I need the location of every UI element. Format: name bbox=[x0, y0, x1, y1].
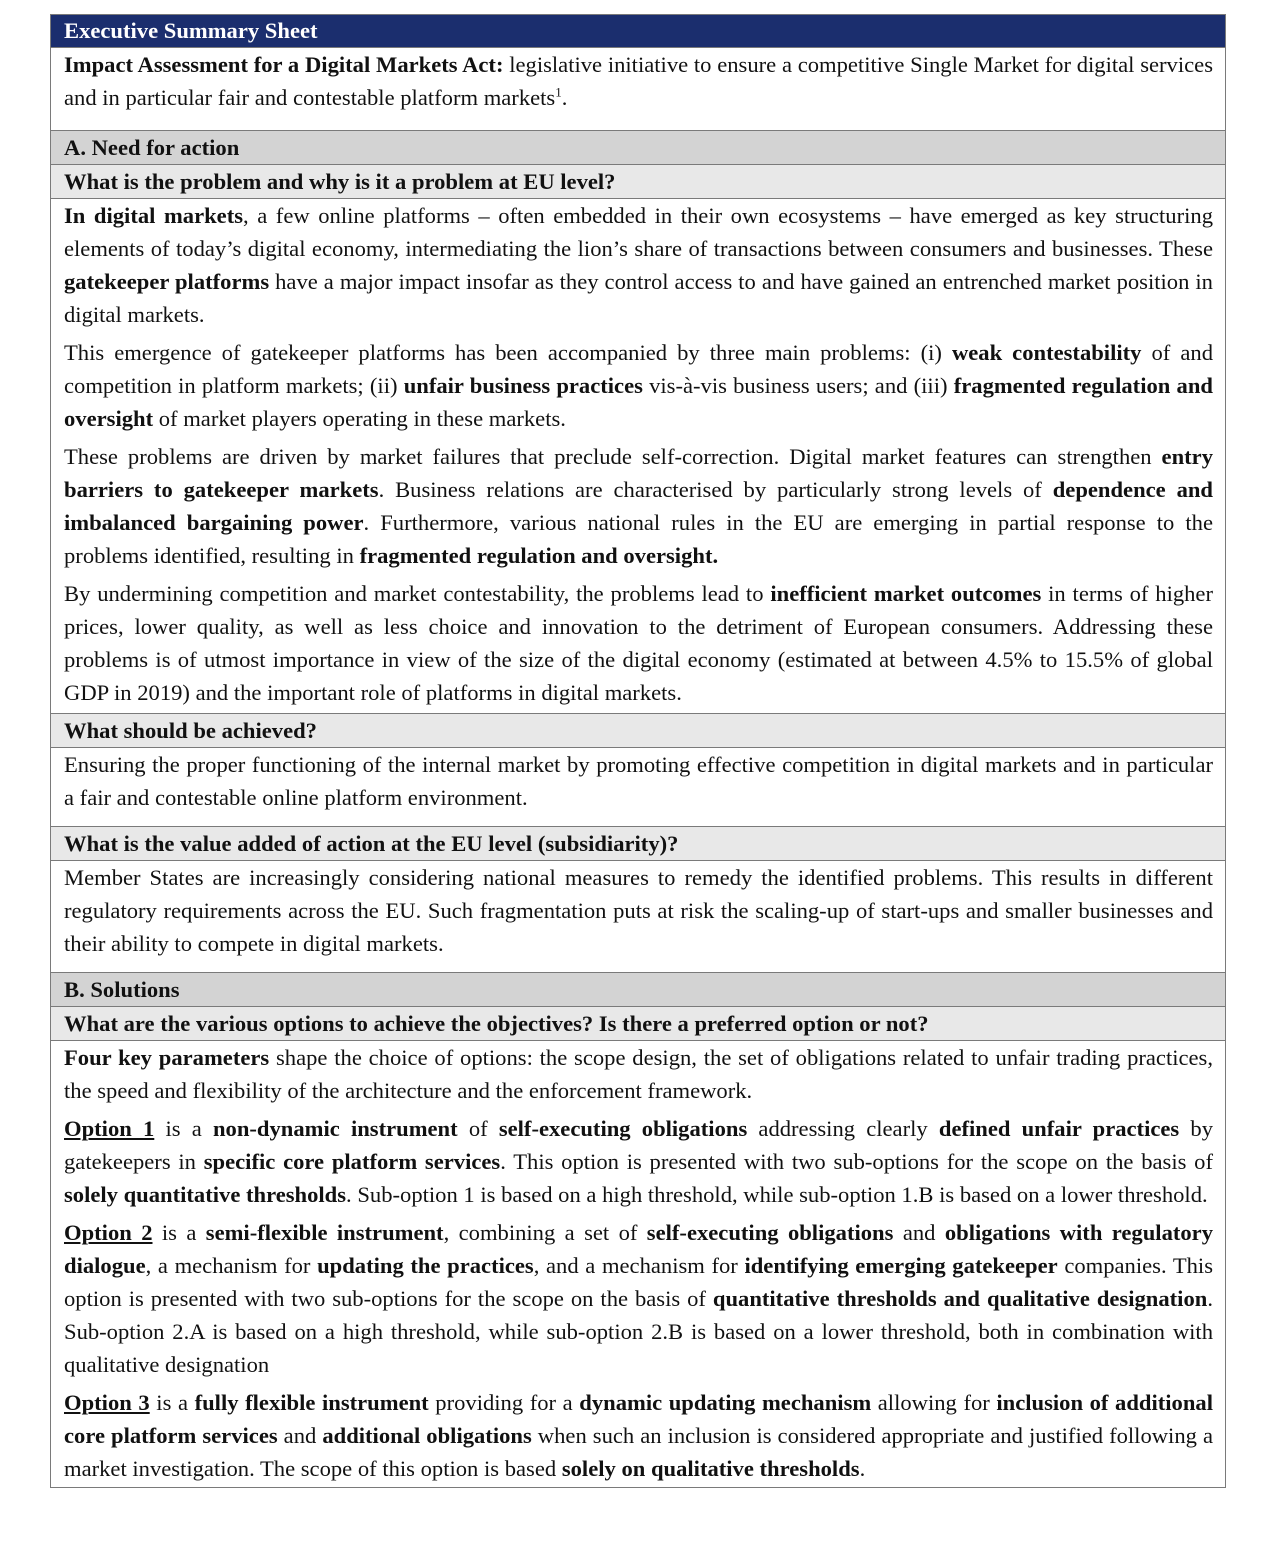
options-intro: Four key parameters shape the choice of options: the scope design, the set of obligations related to unfair trading practices, the speed and flexibility of the architecture and the enforcement framework. bbox=[64, 1045, 1213, 1103]
sheet-title: Executive Summary Sheet bbox=[51, 15, 1225, 47]
option-2-label: Option 2 bbox=[64, 1220, 153, 1245]
question-problem: What is the problem and why is it a problem at EU level? bbox=[51, 164, 1225, 198]
option-2-paragraph: Option 2 is a semi-flexible instrument, combining a set of self-executing obligations and obligations with regulatory dialogue, a mechanism for updating the practices, and a mechanism for identifying emerging gatekeeper companies. This option is presented with two sub-options for the scope on the basis of quantitative thresholds and qualitative designation. Sub-option 2.A is based on a high threshold, while sub-option 2.B is based on a lower threshold, both in combination with qualitative designation bbox=[64, 1220, 1214, 1377]
option-3-paragraph: Option 3 is a fully flexible instrument providing for a dynamic updating mechanism allowing for inclusion of additional core platform services and additional obligations when such an inclusion is considered appropriate and justified following a market investigation. The scope of this option is based solely on qualitative thresholds. bbox=[64, 1390, 1213, 1481]
section-a-heading: A. Need for action bbox=[51, 131, 1225, 164]
answer-achieve: Ensuring the proper functioning of the internal market by promoting effective competition in digital markets and in particular a fair and contestable online platform environment. bbox=[51, 747, 1225, 826]
problem-paragraph-4: By undermining competition and market contestability, the problems lead to inefficient market outcomes in terms of higher prices, lower quality, as well as less choice and innovation to the detriment of European consumers. Addressing these problems is of utmost importance in view of the size of the digital economy (estimated at between 4.5% to 15.5% of global GDP in 2019) and the important role of platforms in digital markets. bbox=[64, 581, 1213, 705]
footnote-ref[interactable]: 1 bbox=[555, 84, 562, 100]
intro-text: legislative initiative to ensure a competitive Single Market for digital services and in particular fair and contestable platform markets bbox=[64, 52, 1213, 110]
option-1-paragraph: Option 1 is a non-dynamic instrument of self-executing obligations addressing clearly defined unfair practices by gatekeepers in specific core platform services. This option is presented with two sub-options for the scope on the basis of solely quantitative thresholds. Sub-option 1 is based on a high threshold, while sub-option 1.B is based on a lower threshold. bbox=[64, 1116, 1213, 1207]
executive-summary-sheet bbox=[50, 14, 1226, 1488]
question-achieve: What should be achieved? bbox=[51, 713, 1225, 747]
answer-subsidiarity: Member States are increasingly considering national measures to remedy the identified problems. This results in different regulatory requirements across the EU. Such fragmentation puts at risk the scaling-up of start-ups and smaller businesses and their ability to compete in digital markets. bbox=[51, 860, 1225, 972]
problem-paragraph-3: These problems are driven by market failures that preclude self-correction. Digital market features can strengthen entry barriers to gatekeeper markets. Business relations are characterised by particularly strong levels of dependence and imbalanced bargaining power. Furthermore, various national rules in the EU are emerging in partial response to the problems identified, resulting in fragmented regulation and oversight. bbox=[64, 444, 1214, 568]
question-subsidiarity: What is the value added of action at the EU level (subsidiarity)? bbox=[51, 826, 1225, 860]
problem-paragraph-2: This emergence of gatekeeper platforms has been accompanied by three main problems: (i) weak contestability of and competition in platform markets; (ii) unfair business practices vis-à-vis business users; and (iii) fragmented regulation and oversight of market players operating in these markets. bbox=[64, 340, 1213, 431]
intro-paragraph bbox=[51, 47, 1225, 120]
option-3-label: Option 3 bbox=[64, 1390, 150, 1415]
problem-paragraph-1: In digital markets, a few online platforms – often embedded in their own ecosystems – have emerged as key structuring elements of today’s digital economy, intermediating the lion’s share of transactions between consumers and businesses. These gatekeeper platforms have a major impact insofar as they control access to and have gained an entrenched market position in digital markets. bbox=[64, 203, 1213, 327]
intro-bold: Impact Assessment for a Digital Markets Act: bbox=[64, 52, 504, 77]
answer-problem bbox=[51, 198, 1225, 713]
question-options: What are the various options to achieve the objectives? Is there a preferred option or not? bbox=[51, 1006, 1225, 1040]
section-b-heading: B. Solutions bbox=[51, 972, 1225, 1006]
option-1-label: Option 1 bbox=[64, 1116, 155, 1141]
intro-end: . bbox=[561, 85, 568, 110]
answer-options bbox=[51, 1040, 1225, 1487]
